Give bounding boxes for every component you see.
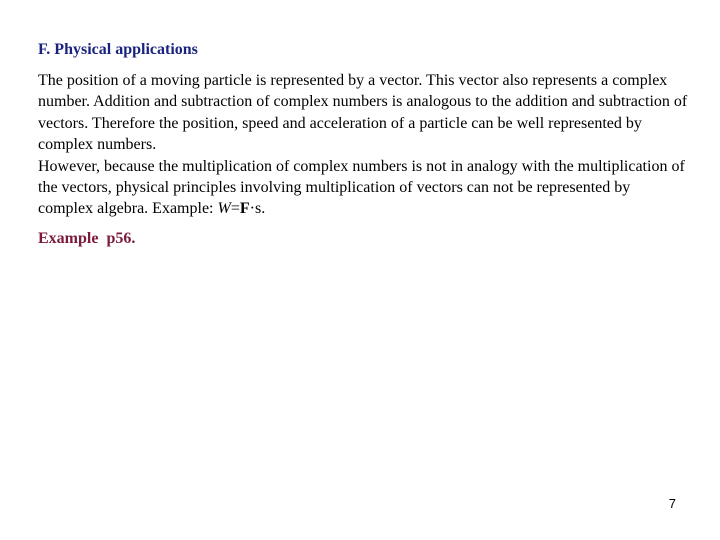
formula-period: . (261, 200, 266, 218)
paragraph-multiplication-text: However, because the multiplication of complex numbers is not in analogy with the multiplication of the vectors, physical principles involving multiplication of vectors can not be represented by complex algebra. Example: (38, 157, 685, 218)
section-heading: F. Physical applications (38, 41, 198, 58)
body-text (38, 70, 688, 220)
paragraph-position-vector: The position of a moving particle is represented by a vector. This vector also represents a complex number. Addition and subtraction of complex numbers is analogous to the addition and subtraction of vectors. Therefore the position, speed and acceleration of a particle can be well represented by complex numbers. (38, 72, 688, 154)
paragraph-multiplication (38, 156, 688, 220)
example-link[interactable]: Example p56. (38, 230, 136, 247)
page-number: 7 (668, 496, 676, 511)
formula-work: W (217, 200, 231, 218)
formula-dot: · (249, 200, 255, 218)
formula-equals: = (230, 200, 240, 218)
formula-force: F (239, 200, 250, 218)
formula-displacement: s (254, 200, 262, 218)
